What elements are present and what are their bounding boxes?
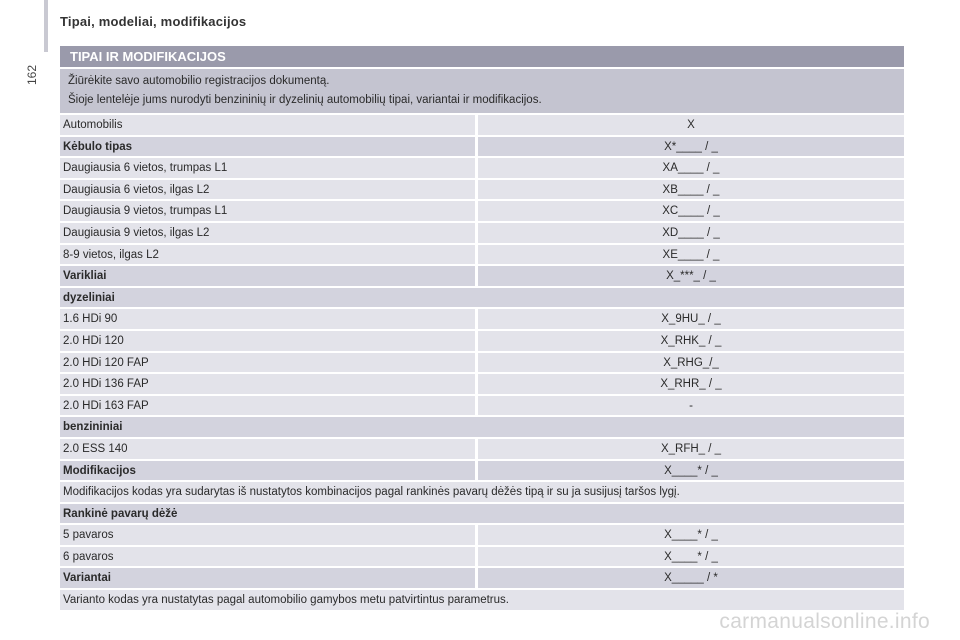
- row-value: X_***_ / _: [478, 266, 904, 286]
- row-label: Varianto kodas yra nustatytas pagal automobilio gamybos metu patvirtintus parametrus.: [60, 590, 904, 610]
- table-row: [60, 180, 904, 202]
- table-row: [60, 568, 904, 590]
- page-number: 162: [25, 64, 39, 85]
- row-label: Rankinė pavarų dėžė: [60, 504, 904, 524]
- intro-line: Šioje lentelėje jums nurodyti benzininių ir dyzelinių automobilių tipai, variantai ir modifikacijos.: [68, 94, 542, 106]
- row-value: X_RHG_/_: [478, 353, 904, 373]
- table-row: [60, 266, 904, 288]
- row-label: Kėbulo tipas: [60, 137, 478, 157]
- row-label: Varikliai: [60, 266, 478, 286]
- table-row: [60, 396, 904, 418]
- table-row: [60, 288, 904, 310]
- table-row: [60, 525, 904, 547]
- table-row: [60, 547, 904, 569]
- row-value: X_RFH_ / _: [478, 439, 904, 459]
- table-row: [60, 482, 904, 504]
- table-row: [60, 223, 904, 245]
- row-label: Modifikacijos kodas yra sudarytas iš nustatytos kombinacijos pagal rankinės pavarų dėžės tipą ir su ja susijusį taršos lygį.: [60, 482, 904, 502]
- row-value: X____* / _: [478, 461, 904, 481]
- row-label: Daugiausia 9 vietos, ilgas L2: [60, 223, 478, 243]
- table-row: [60, 331, 904, 353]
- row-label: 2.0 HDi 136 FAP: [60, 374, 478, 394]
- row-label: benzininiai: [60, 417, 904, 437]
- row-value: X_9HU_ / _: [478, 309, 904, 329]
- row-value: XB____ / _: [478, 180, 904, 200]
- table-row: [60, 353, 904, 375]
- row-value: -: [478, 396, 904, 416]
- table-intro: [60, 69, 904, 115]
- row-label: Modifikacijos: [60, 461, 478, 481]
- table-row: [60, 137, 904, 159]
- row-value: XA____ / _: [478, 158, 904, 178]
- table-row: [60, 158, 904, 180]
- row-value: XC____ / _: [478, 201, 904, 221]
- row-value: X____* / _: [478, 547, 904, 567]
- row-label: 2.0 ESS 140: [60, 439, 478, 459]
- section-title: Tipai, modeliai, modifikacijos: [60, 14, 247, 29]
- row-label: 2.0 HDi 163 FAP: [60, 396, 478, 416]
- table-title: TIPAI IR MODIFIKACIJOS: [60, 46, 904, 69]
- row-label: Daugiausia 6 vietos, trumpas L1: [60, 158, 478, 178]
- table-rows: [60, 115, 904, 612]
- table-row: [60, 309, 904, 331]
- row-label: Variantai: [60, 568, 478, 588]
- header-bar: [44, 0, 48, 52]
- row-label: 1.6 HDi 90: [60, 309, 478, 329]
- table-row: [60, 504, 904, 526]
- row-value: X: [478, 115, 904, 135]
- table-row: [60, 245, 904, 267]
- row-label: 5 pavaros: [60, 525, 478, 545]
- row-label: Daugiausia 6 vietos, ilgas L2: [60, 180, 478, 200]
- table-row: [60, 115, 904, 137]
- row-value: XE____ / _: [478, 245, 904, 265]
- types-table: [60, 46, 904, 612]
- table-row: [60, 201, 904, 223]
- row-value: X_RHR_ / _: [478, 374, 904, 394]
- row-value: X_____ / *: [478, 568, 904, 588]
- intro-line: Žiūrėkite savo automobilio registracijos dokumentą.: [68, 75, 330, 87]
- row-label: dyzeliniai: [60, 288, 904, 308]
- table-row: [60, 590, 904, 612]
- row-value: X_RHK_ / _: [478, 331, 904, 351]
- table-row: [60, 417, 904, 439]
- row-label: 6 pavaros: [60, 547, 478, 567]
- watermark: carmanualsonline.info: [719, 610, 930, 633]
- table-row: [60, 374, 904, 396]
- row-value: X*____ / _: [478, 137, 904, 157]
- row-label: 8-9 vietos, ilgas L2: [60, 245, 478, 265]
- row-label: 2.0 HDi 120: [60, 331, 478, 351]
- table-row: [60, 439, 904, 461]
- row-label: 2.0 HDi 120 FAP: [60, 353, 478, 373]
- row-label: Daugiausia 9 vietos, trumpas L1: [60, 201, 478, 221]
- row-value: X____* / _: [478, 525, 904, 545]
- row-label: Automobilis: [60, 115, 478, 135]
- row-value: XD____ / _: [478, 223, 904, 243]
- table-row: [60, 461, 904, 483]
